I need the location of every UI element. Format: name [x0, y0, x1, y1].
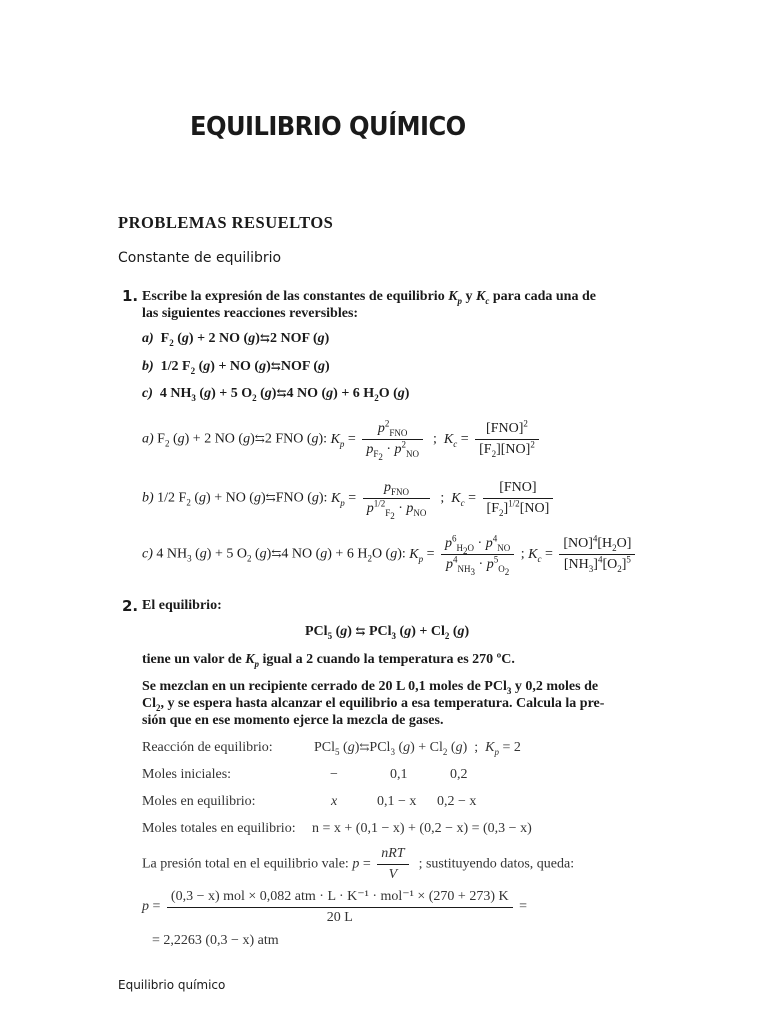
- row-total-label: Moles totales en equilibrio:: [142, 821, 296, 836]
- initial-value-1: −: [330, 767, 338, 782]
- row-equilibrium-label: Moles en equilibrio:: [142, 794, 256, 809]
- page-title: EQUILIBRIO QUÍMICO: [190, 112, 466, 142]
- initial-value-2: 0,1: [390, 767, 408, 782]
- problem-2-equation: PCl$_5$ (g) ⇆ PCl$_3$ $(g) + Cl_2$ (g): [305, 624, 470, 641]
- pressure-calculation: p = $\frac{\text{(0,3 − x) mol × 0,082 atm · L · K⁻¹ · mol⁻¹ × (270 + 273) K}}{20 L}$ =: [142, 889, 528, 925]
- reaction-c: c) 4 $NH_3$ (g) + 5 $O_2$ (g)⇆4 NO (g) + 6 $H_2O$ (g): [142, 386, 410, 403]
- problem-1-statement: Escribe la expresión de las constantes de equilibrio $K_p$ y $K_c$ para cada una de las siguientes reacciones reversibles:: [142, 289, 596, 321]
- section-title: PROBLEMAS RESUELTOS: [118, 213, 334, 232]
- equilibrium-value-3: 0,2 − x: [437, 794, 477, 809]
- problem-2-heading: El equilibrio:: [142, 598, 222, 613]
- page-footer: Equilibrio químico: [118, 978, 226, 992]
- pressure-result: = 2,2263 (0,3 − x) atm: [152, 933, 279, 948]
- problem-2-statement: Se mezclan en un recipiente cerrado de 20 L 0,1 moles de PCl$_3$ y 0,2 moles de $Cl_2$, y se espera hasta alcanzar el equilibrio a esa temperatura. Calcula la pre- sión que en ese momento ejerce la mezcla de gases.: [142, 679, 605, 728]
- equilibrium-value-2: 0,1 − x: [377, 794, 417, 809]
- solution-c: c) 4 $NH_3$ (g) + 5 $O_2$ (g)⇆4 NO (g) + 6 $H_2O$ (g): $K_p$ = $\frac{p^6_{H_2O} \cdot p^4_{NO}}{p^4_{NH_3} \cdot p^5_{O_2}}$ ; $K_c$ = $\frac{[NO]^4[H_2O]}{[NH_3]^4[O_2]^5}$: [142, 536, 638, 573]
- problem-1-number: 1.: [122, 287, 139, 305]
- solution-a: a) $F_2$ (g) + 2 NO (g)⇆2 FNO (g): $K_p$ = $\frac{p^2_{FNO}}{p_{F_2} \cdot p^2_{NO}}$ ; $K_c$ = $\frac{[FNO]^2}{[F_2][NO]^2}$: [142, 421, 542, 458]
- row-initial-label: Moles iniciales:: [142, 767, 232, 782]
- problem-2-kp-statement: tiene un valor de $K_p$ igual a 2 cuando la temperatura es 270 ºC.: [142, 652, 515, 669]
- initial-value-3: 0,2: [450, 767, 468, 782]
- equilibrium-value-1: x: [331, 794, 338, 809]
- reaction-b: b) 1/2 $F_2$ (g) + NO (g)⇆NOF (g): [142, 359, 330, 376]
- calc-numerator: (0,3 − x) mol × 0,082 atm · L · K⁻¹ · mol⁻¹ × (270 + 273) K: [167, 888, 513, 908]
- row-reaction-equation: PCl$_5$ (g)⇆PCl$_3$ $(g) + Cl_2$ (g) ; $K_p = 2$: [314, 740, 521, 757]
- row-reaction-label: Reacción de equilibrio:: [142, 740, 273, 755]
- problem-2-number: 2.: [122, 597, 139, 615]
- total-expression: n = x + (0,1 − x) + (0,2 − x) = (0,3 − x): [312, 821, 532, 836]
- reaction-a: a) $F_2$ (g) + 2 NO (g)⇆2 NOF (g): [142, 331, 330, 348]
- solution-b: b) 1/2 $F_2$ (g) + NO (g)⇆FNO (g): $K_p$ = $\frac{p_{FNO}}{p^{1/2}_{F_2} \cdot p_{NO}}$ ; $K_c$ = $\frac{\text{[FNO]}}{[F_2]^{1/2}[NO]}$: [142, 480, 556, 517]
- pressure-statement: La presión total en el equilibrio vale: p = $\frac{\text{nRT}}{V}$ ; sustituyendo datos, queda:: [142, 846, 575, 882]
- subsection-title: Constante de equilibrio: [118, 250, 282, 266]
- calc-denominator: 20 L: [326, 910, 353, 925]
